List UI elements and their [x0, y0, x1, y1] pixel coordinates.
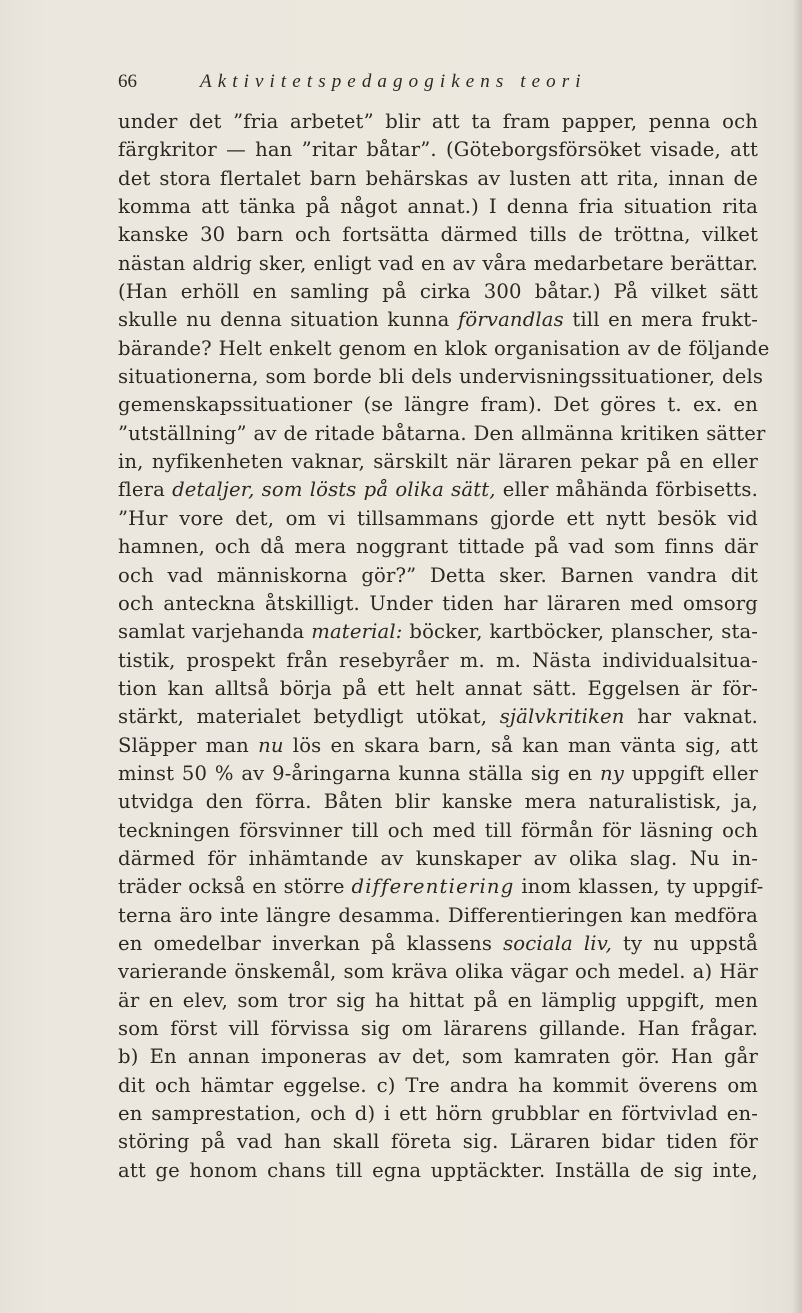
text-segment: till en mera frukt-: [563, 308, 758, 332]
text-segment: teckningen försvinner till och med till förmån för läsning och: [118, 818, 758, 842]
text-line: [118, 391, 758, 419]
text-segment: böcker, kartböcker, planscher, sta-: [402, 620, 759, 644]
text-line: [118, 193, 758, 221]
text-line: [118, 335, 770, 363]
text-segment: därmed för inhämtande av kunskaper av olika slag. Nu in-: [118, 846, 758, 870]
text-line: [118, 788, 758, 816]
text-segment: (Han erhöll en samling på cirka 300 båtar.) På vilket sätt: [118, 280, 758, 304]
text-line: [118, 221, 758, 249]
text-line: [118, 618, 758, 646]
text-line: [118, 930, 758, 958]
text-segment: färgkritor — han ”ritar båtar”. (Göteborgsförsöket visade, att: [118, 138, 758, 162]
text-line: [118, 958, 758, 986]
text-line: [118, 505, 758, 533]
emphasized-text: detaljer, som lösts på olika sätt,: [172, 478, 496, 502]
emphasized-text: ny: [600, 761, 624, 785]
emphasized-text: förvandlas: [458, 308, 564, 332]
text-line: [118, 1015, 758, 1043]
page-edge-shadow: [792, 0, 802, 1313]
text-line: [118, 760, 758, 788]
text-segment: dit och hämtar eggelse. c) Tre andra ha kommit överens om: [118, 1073, 758, 1097]
text-segment: ”utställning” av de ritade båtarna. Den allmänna kritiken sätter: [118, 421, 766, 445]
text-line: [118, 845, 758, 873]
text-segment: som först vill förvissa sig om lärarens gillande. Han frågar.: [118, 1017, 758, 1040]
text-segment: har vaknat.: [624, 705, 759, 729]
text-segment: inom klassen, ty uppgif-: [514, 875, 764, 899]
text-line: [118, 278, 758, 306]
text-segment: ty nu uppstå: [611, 931, 758, 955]
text-line: [118, 987, 758, 1015]
text-line: [118, 732, 758, 760]
text-line: [118, 136, 758, 164]
emphasized-text: sociala liv,: [503, 931, 612, 955]
text-segment: och vad människorna gör?” Detta sker. Barnen vandra dit: [118, 563, 758, 587]
text-segment: ”Hur vore det, om vi tillsammans gjorde ett nytt besök vid: [118, 506, 758, 530]
text-line: [118, 1128, 758, 1156]
text-segment: uppgift eller: [624, 761, 758, 785]
text-segment: och anteckna åtskilligt. Under tiden har läraren med omsorg: [118, 591, 758, 615]
text-segment: kanske 30 barn och fortsätta därmed tills de tröttna, vilket: [118, 223, 758, 247]
text-line: [118, 250, 758, 278]
text-segment: b) En annan imponeras av det, som kamraten gör. Han går: [118, 1045, 758, 1069]
text-line: [118, 1043, 758, 1071]
text-line: [118, 817, 758, 845]
text-segment: en samprestation, och d) i ett hörn grubblar en förtvivlad en-: [118, 1102, 758, 1126]
text-line: [118, 562, 758, 590]
text-segment: nästan aldrig sker, enligt vad en av våra medarbetare berättar.: [118, 251, 758, 275]
text-segment: varierande önskemål, som kräva olika vägar och medel. a) Här: [118, 960, 758, 984]
text-line: [118, 703, 758, 731]
text-segment: situationerna, som borde bli dels undervisningssituationer, dels: [118, 365, 764, 389]
text-segment: eller måhända förbisetts.: [495, 478, 758, 502]
text-segment: skulle nu denna situation kunna: [118, 308, 459, 332]
text-segment: tion kan alltså börja på ett helt annat sätt. Eggelsen är för-: [118, 676, 758, 700]
text-segment: utvidga den förra. Båten blir kanske mera naturalistisk, ja,: [118, 790, 758, 814]
text-segment: Släpper man: [118, 733, 259, 757]
emphasized-text: material:: [311, 620, 403, 644]
text-line: [118, 533, 758, 561]
text-segment: flera: [118, 478, 173, 502]
text-line: [118, 873, 764, 901]
text-line: [118, 448, 758, 476]
text-line: [118, 306, 758, 334]
body-text: [118, 108, 770, 1185]
text-segment: terna äro inte längre desamma. Differentieringen kan medföra: [118, 903, 758, 927]
text-segment: det stora flertalet barn behärskas av lusten att rita, innan de: [118, 166, 758, 190]
text-line: [118, 902, 758, 930]
emphasized-text: differentiering: [351, 875, 515, 899]
emphasized-text: nu: [258, 733, 284, 757]
text-segment: samlat varjehanda: [118, 620, 312, 644]
text-segment: träder också en större: [118, 875, 352, 899]
text-segment: in, nyfikenheten vaknar, särskilt när läraren pekar på en eller: [118, 450, 758, 474]
text-segment: tistik, prospekt från resebyråer m. m. Nästa individualsitua-: [118, 648, 758, 672]
text-segment: komma att tänka på något annat.) I denna fria situation rita: [118, 195, 758, 219]
text-segment: en omedelbar inverkan på klassens: [118, 931, 504, 955]
page-header: [118, 68, 758, 96]
running-title: Aktivitetspedagogikens teori: [200, 71, 587, 92]
text-segment: minst 50 % av 9-åringarna kunna ställa sig en: [118, 761, 600, 785]
text-line: [118, 420, 766, 448]
text-segment: stärkt, materialet betydligt utökat,: [118, 705, 500, 729]
text-line: [118, 1157, 758, 1185]
text-line: [118, 1072, 758, 1100]
text-line: [118, 590, 758, 618]
text-segment: att ge honom chans till egna upptäckter. Inställa de sig inte,: [118, 1158, 758, 1182]
text-line: [118, 108, 758, 136]
text-line: [118, 647, 758, 675]
text-segment: störing på vad han skall företa sig. Läraren bidar tiden för: [118, 1130, 758, 1154]
text-line: [118, 675, 758, 703]
text-line: [118, 476, 758, 504]
text-segment: bärande? Helt enkelt genom en klok organisation av de följande: [118, 336, 770, 360]
text-segment: gemenskapssituationer (se längre fram). Det göres t. ex. en: [118, 393, 758, 417]
text-segment: hamnen, och då mera noggrant tittade på vad som finns där: [118, 535, 758, 559]
text-segment: är en elev, som tror sig ha hittat på en lämplig uppgift, men: [118, 988, 758, 1012]
text-line: [118, 363, 764, 391]
text-segment: under det ”fria arbetet” blir att ta fram papper, penna och: [118, 110, 758, 133]
text-line: [118, 165, 758, 193]
page-number: 66: [118, 71, 137, 92]
text-line: [118, 1100, 758, 1128]
text-segment: lös en skara barn, så kan man vänta sig, att: [283, 733, 758, 757]
emphasized-text: självkritiken: [499, 705, 625, 729]
